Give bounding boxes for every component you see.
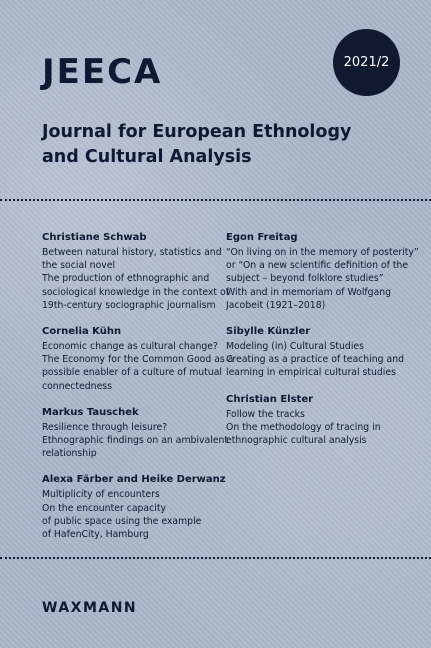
article-author: Markus Tauschek bbox=[42, 406, 139, 418]
article-author: Christian Elster bbox=[226, 393, 314, 405]
article-entry bbox=[226, 231, 419, 312]
article-title-line: of HafenCity, Hamburg bbox=[42, 529, 149, 541]
article-entry bbox=[42, 325, 234, 393]
article-author: Christiane Schwab bbox=[42, 232, 147, 243]
top-divider bbox=[0, 199, 431, 201]
article-title-line: Ethnographic findings on an ambivalent bbox=[42, 435, 229, 447]
article-title-line: The production of ethnographic and bbox=[42, 273, 210, 285]
journal-title-line: and Cultural Analysis bbox=[42, 147, 252, 167]
article-title-line: With and in memoriam of Wolfgang bbox=[226, 286, 392, 298]
article-title-line: possible enabler of a culture of mutual bbox=[42, 367, 222, 379]
article-title-line: Follow the tracks bbox=[226, 408, 305, 420]
article-title-line: The Economy for the Common Good as a bbox=[42, 354, 234, 366]
journal-logo: JEECA bbox=[42, 52, 163, 92]
right-contents-column bbox=[226, 231, 419, 460]
article-title-line: Creating as a practice of teaching and bbox=[226, 354, 405, 366]
article-entry bbox=[42, 473, 226, 541]
article-title-line: Resilience through leisure? bbox=[42, 421, 168, 433]
article-title-line: 19th-century sociographic journalism bbox=[42, 299, 216, 311]
article-author: Alexa Färber and Heike Derwanz bbox=[42, 474, 226, 486]
article-title-line: Between natural history, statistics and bbox=[42, 247, 222, 258]
article-title-line: Modeling (in) Cultural Studies bbox=[226, 341, 364, 353]
article-title-line: relationship bbox=[42, 448, 97, 460]
article-title-line: On the methodology of tracing in bbox=[226, 421, 381, 433]
journal-title bbox=[42, 120, 382, 170]
journal-title-line: Journal for European Ethnology bbox=[42, 122, 352, 142]
article-author: Egon Freitag bbox=[226, 232, 298, 243]
article-title-line: sociological knowledge in the context of bbox=[42, 286, 229, 298]
article-title-line: “On living on in the memory of posterity” bbox=[226, 247, 419, 258]
article-title-line: Jacobeit (1921–2018) bbox=[226, 299, 326, 311]
article-entry bbox=[42, 406, 229, 461]
article-title-line: ethnographic cultural analysis bbox=[226, 435, 367, 447]
article-entry bbox=[42, 231, 229, 312]
article-title-line: connectedness bbox=[42, 380, 112, 392]
article-author: Cornelia Kühn bbox=[42, 326, 122, 338]
article-title-line: Economic change as cultural change? bbox=[42, 341, 218, 353]
article-title-line: or “On a new scientific definition of the bbox=[226, 260, 409, 272]
article-title-line: Multiplicity of encounters bbox=[42, 489, 160, 501]
article-title-line: of public space using the example bbox=[42, 515, 202, 527]
article-author: Sibylle Künzler bbox=[226, 326, 311, 338]
bottom-divider bbox=[0, 557, 431, 559]
article-entry bbox=[226, 325, 405, 380]
issue-badge: 2021/2 bbox=[333, 29, 400, 96]
article-title-line: On the encounter capacity bbox=[42, 502, 166, 514]
article-title-line: learning in empirical cultural studies bbox=[226, 367, 396, 379]
left-contents-column bbox=[42, 231, 234, 554]
article-title-line: subject – beyond folklore studies” bbox=[226, 273, 384, 285]
publisher-name: WAXMANN bbox=[42, 600, 138, 616]
article-title-line: the social novel bbox=[42, 260, 116, 272]
article-entry bbox=[226, 393, 401, 448]
